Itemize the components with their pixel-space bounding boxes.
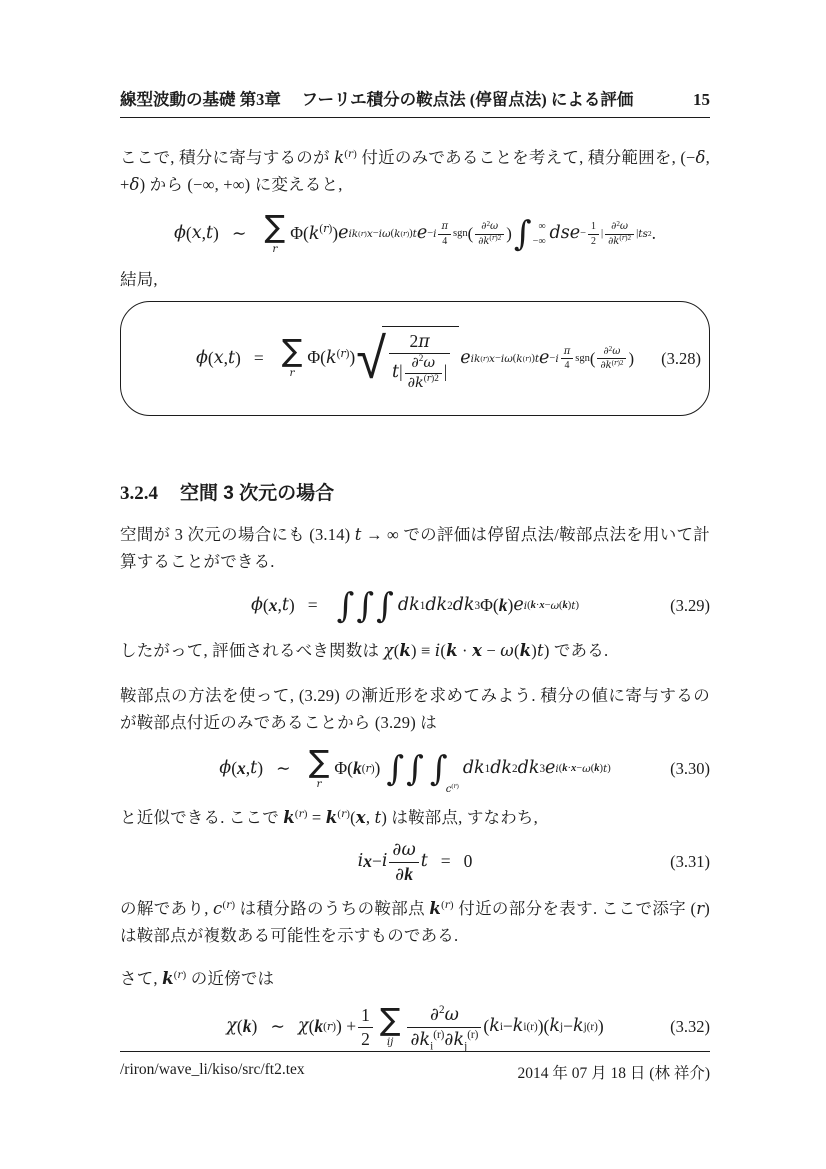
page-number: 15: [693, 90, 710, 109]
page-footer: [120, 1051, 710, 1083]
paragraph-intro: ここで, 積分に寄与するのが $k^{(r)}$ 付近のみであることを考えて, 積分範囲を, (−δ, +δ) から (−∞, +∞) に変えると,: [120, 147, 710, 194]
equation-3-32: [120, 1000, 710, 1054]
equation-unnumbered-body: ϕ ( x , t ) ∼ ∑ r $\Phi(k^{(r)})$ e ik (r) x − iω ( k (r) ) t e − i $\frac{\pi}{4}$ sgn ( $\frac{\partial^2\omega}{\partial k^{(r)2}}$ ) ∫ ∞ −∞ ds e − $\frac{1}{2}$ | $\frac{\partial^2\omega}{\partial k^{(r)2}}$ | ts 2 .: [173, 209, 656, 255]
paragraph-chi-def: したがって, 評価されるべき関数は χ(k) ≡ i(k · x − ω(k)t) である.: [120, 641, 609, 661]
equation-3-28: [129, 326, 701, 391]
equation-3-31-number: (3.31): [670, 852, 710, 872]
paragraph-solution: の解であり, $c^{(r)}$ は積分路のうちの鞍部点 $k^{(r)}$ 付近の部分を表す. ここで添字 (r) は鞍部点が複数ある可能性を示すものである.: [120, 898, 710, 946]
equation-unnumbered: [120, 208, 710, 260]
footer-date-author: 2014 年 07 月 18 日 (林 祥介): [517, 1065, 710, 1082]
boxed-result: [120, 301, 710, 416]
paragraph-3d-intro: 空間が 3 次元の場合にも (3.14) t → ∞ での評価は停留点法/鞍部点法を用いて計算することができる.: [120, 525, 710, 572]
equation-3-32-body: χ ( k ) ∼ χ ( k (r) ) + $\frac{1}{2}$ ∑ ij $\frac{\partial^2\omega}{\partial k_i^{(r)}\partial k_j^{(r)}}$ ( k i − k i (r) )( k j − k j (r) ): [226, 1002, 604, 1053]
equation-3-32-number: (3.32): [670, 1017, 710, 1037]
equation-3-30-number: (3.30): [670, 759, 710, 779]
header-title: 線型波動の基礎 第3章 フーリエ積分の鞍点法 (停留点法) による評価: [120, 90, 634, 109]
section-number: 3.2.4: [120, 483, 158, 505]
section-title: 空間 3 次元の場合: [180, 483, 335, 505]
paragraph-saddle-method: 鞍部点の方法を使って, (3.29) の漸近形を求めてみよう. 積分の値に寄与するのが鞍部点付近のみであることから (3.29) は: [120, 686, 710, 733]
equation-3-28-number: (3.28): [661, 348, 701, 368]
page-header: [120, 86, 710, 118]
equation-3-28-body: ϕ ( x , t ) = ∑ r $\Phi(k^{(r)})$ √ 2π t| $\frac{\partial^2\omega}{\partial k^{(r)2}}$ | e ik (r) x − iω ( k (r) ) t e − i $\frac{\pi}{4}$ sgn ( $\frac{\partial^2\omega}{\partial k^{(r)2}}$ ): [195, 325, 635, 392]
equation-3-30: [120, 744, 710, 794]
equation-3-29-body: ϕ ( x , t ) = ∫∫∫ dk 1 dk 2 dk 3 Φ( k ) e i ( k · x − ω ( k ) t ): [250, 586, 580, 627]
paragraph-approx: と近似できる. ここで $k^{(r)} = k^{(r)}(x$, t) は鞍部点, すなわち,: [120, 807, 538, 828]
equation-3-29: [120, 585, 710, 627]
equation-3-29-number: (3.29): [670, 596, 710, 616]
equation-3-31-body: i x − i $\frac{\partial\omega}{\partial k}$ t = 0: [357, 840, 473, 885]
equation-3-31: [120, 839, 710, 885]
paragraph-kekkyoku: 結局,: [120, 270, 158, 289]
footer-source-path: /riron/wave_li/kiso/src/ft2.tex: [120, 1061, 305, 1078]
section-heading: [120, 478, 710, 505]
equation-3-30-body: ϕ ( x , t ) ∼ ∑ r Φ( k (r) ) ∫∫ ∫ $c^{(r)}$ dk 1 dk 2 dk 3 e i ( k · x − ω ( k ) t ): [219, 744, 611, 796]
paragraph-sate: さて, $k^{(r)}$ の近傍では: [120, 968, 275, 989]
